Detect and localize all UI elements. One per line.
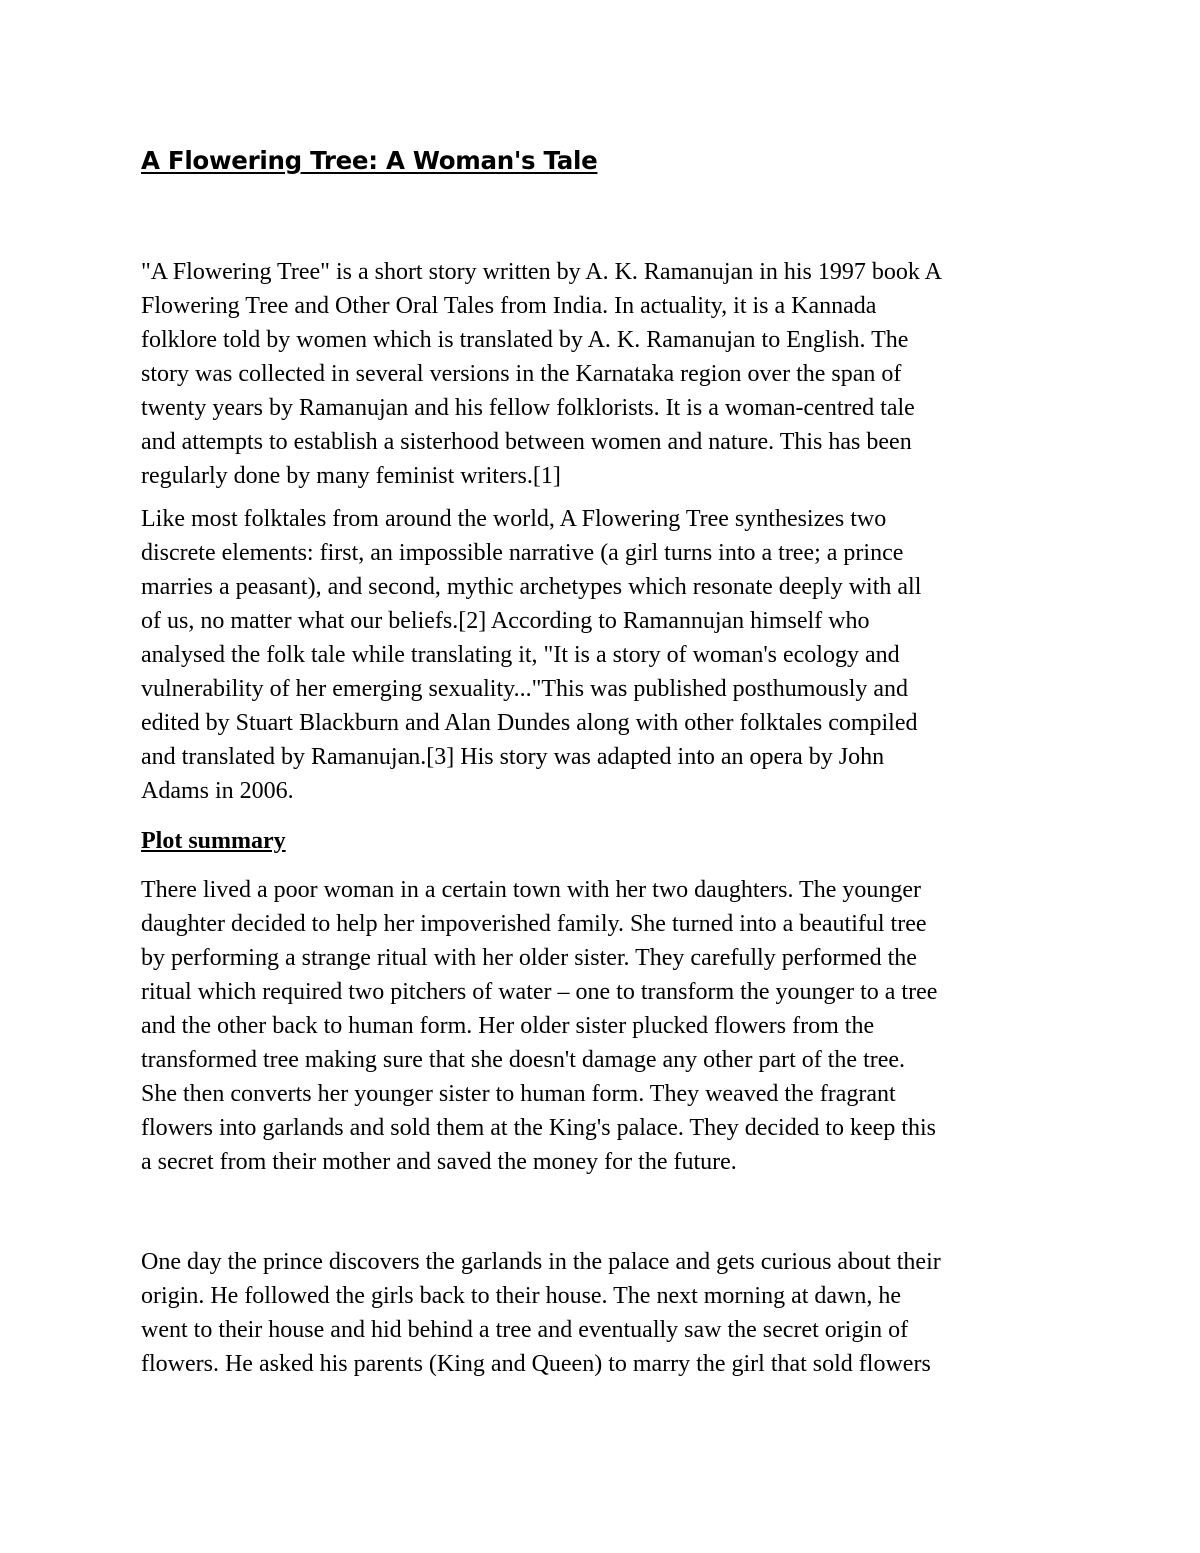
text-line: edited by Stuart Blackburn and Alan Dundes along with other folktales compiled [141, 710, 918, 736]
text-line: folklore told by women which is translated by A. K. Ramanujan to English. The [141, 327, 909, 353]
text-line: vulnerability of her emerging sexuality..."This was published posthumously and [141, 676, 909, 702]
text-line: flowers. He asked his parents (King and Queen) to marry the girl that sold flowers [141, 1351, 931, 1377]
plot-summary-heading: Plot summary [141, 828, 286, 854]
text-line: ritual which required two pitchers of water – one to transform the younger to a tree [141, 979, 938, 1005]
text-line: origin. He followed the girls back to their house. The next morning at dawn, he [141, 1283, 902, 1309]
text-line: went to their house and hid behind a tree and eventually saw the secret origin of [141, 1317, 909, 1343]
text-line: and attempts to establish a sisterhood between women and nature. This has been [141, 429, 912, 455]
text-line: Adams in 2006. [141, 778, 294, 804]
text-line: discrete elements: first, an impossible narrative (a girl turns into a tree; a prince [141, 540, 904, 566]
text-line: One day the prince discovers the garlands in the palace and gets curious about their [141, 1249, 941, 1275]
text-line: transformed tree making sure that she doesn't damage any other part of the tree. [141, 1047, 906, 1073]
text-line: "A Flowering Tree" is a short story written by A. K. Ramanujan in his 1997 book A [141, 259, 942, 285]
document-title: A Flowering Tree: A Woman's Tale [141, 146, 598, 175]
text-line: regularly done by many feminist writers.[1] [141, 463, 561, 489]
text-line: Flowering Tree and Other Oral Tales from India. In actuality, it is a Kannada [141, 293, 877, 319]
text-line: story was collected in several versions in the Karnataka region over the span of [141, 361, 902, 387]
text-line: a secret from their mother and saved the money for the future. [141, 1149, 737, 1175]
text-line: daughter decided to help her impoverished family. She turned into a beautiful tree [141, 911, 927, 937]
intro-paragraph [141, 255, 1066, 493]
text-line: of us, no matter what our beliefs.[2] According to Ramannujan himself who [141, 608, 870, 634]
text-line: and translated by Ramanujan.[3] His story was adapted into an opera by John [141, 744, 885, 770]
text-line: There lived a poor woman in a certain town with her two daughters. The younger [141, 877, 921, 903]
folktale-paragraph [141, 502, 1066, 808]
plot-paragraph [141, 873, 1066, 1179]
text-line: analysed the folk tale while translating it, "It is a story of woman's ecology and [141, 642, 900, 668]
text-line: She then converts her younger sister to human form. They weaved the fragrant [141, 1081, 896, 1107]
text-line: marries a peasant), and second, mythic archetypes which resonate deeply with all [141, 574, 922, 600]
plot-paragraph [141, 1245, 1066, 1381]
text-line: twenty years by Ramanujan and his fellow folklorists. It is a woman-centred tale [141, 395, 915, 421]
text-line: by performing a strange ritual with her older sister. They carefully performed the [141, 945, 917, 971]
text-line: Like most folktales from around the world, A Flowering Tree synthesizes two [141, 506, 887, 532]
text-line: flowers into garlands and sold them at the King's palace. They decided to keep this [141, 1115, 936, 1141]
text-line: and the other back to human form. Her older sister plucked flowers from the [141, 1013, 875, 1039]
